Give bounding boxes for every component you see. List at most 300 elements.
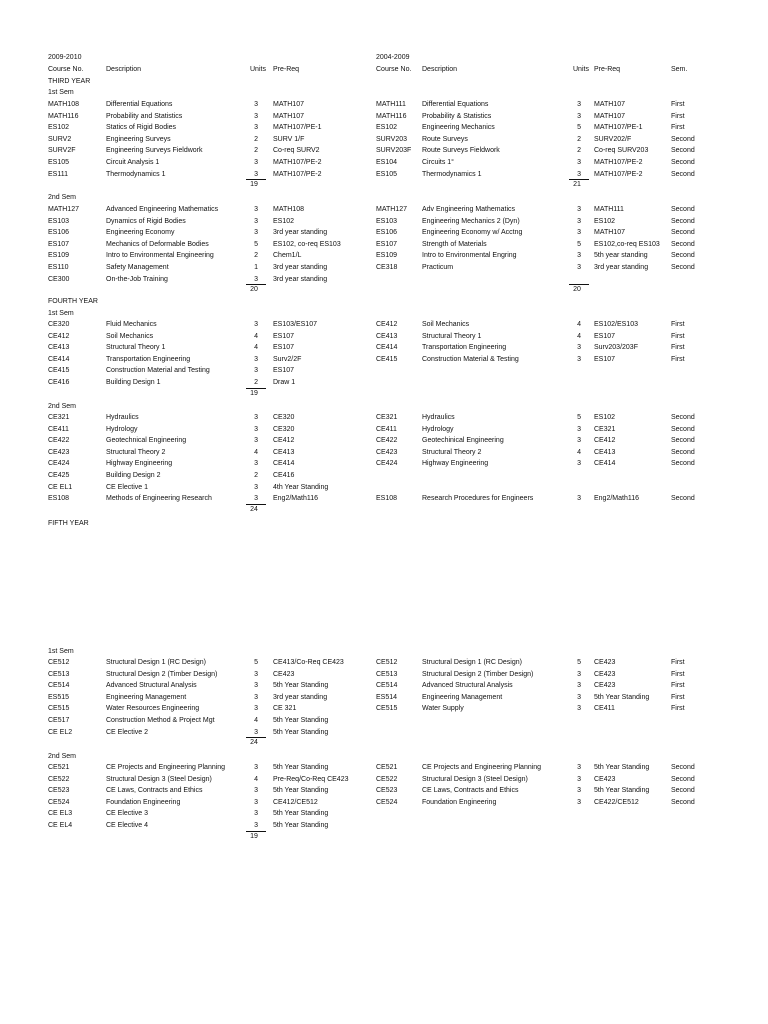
sem-label: 1st Sem bbox=[48, 310, 74, 317]
course-prereq: CE423 bbox=[594, 659, 616, 666]
course-code: CE EL3 bbox=[48, 810, 73, 818]
course-units: 3 bbox=[254, 764, 258, 771]
left-header-description: Description bbox=[106, 66, 142, 73]
course-units: 5 bbox=[577, 124, 581, 132]
course-prereq: CE320 bbox=[273, 414, 295, 421]
course-code: CE414 bbox=[376, 344, 398, 352]
course-prereq: CE412 bbox=[273, 437, 295, 445]
course-prereq: ES107 bbox=[594, 332, 616, 340]
right-header-course-no: Course No. bbox=[376, 66, 412, 73]
course-code: CE412 bbox=[376, 321, 398, 328]
course-semester: First bbox=[671, 112, 685, 120]
course-code: ES515 bbox=[48, 693, 70, 701]
course-units: 3 bbox=[254, 321, 258, 328]
course-description: Circuit Analysis 1 bbox=[106, 159, 160, 166]
course-code: CE411 bbox=[48, 425, 69, 433]
course-units: 3 bbox=[254, 810, 258, 818]
course-prereq: 4th Year Standing bbox=[273, 483, 329, 491]
course-prereq: ES102 bbox=[594, 217, 616, 225]
course-code: MATH127 bbox=[376, 206, 407, 213]
course-description: Highway Engineering bbox=[422, 460, 489, 468]
course-description: Engineering Mechanics 2 (Dyn) bbox=[422, 217, 520, 225]
course-units: 3 bbox=[254, 355, 258, 363]
course-description: CE Projects and Engineering Planning bbox=[106, 764, 226, 771]
course-units: 4 bbox=[254, 332, 258, 340]
course-code: CE EL4 bbox=[48, 822, 73, 829]
left-header-prereq: Pre-Req bbox=[273, 66, 300, 73]
course-units: 3 bbox=[577, 775, 581, 783]
course-code: ES102 bbox=[48, 124, 70, 132]
course-semester: First bbox=[671, 659, 685, 666]
course-description: Advanced Engineering Mathematics bbox=[106, 206, 219, 213]
course-units: 3 bbox=[577, 355, 581, 363]
course-prereq: CE416 bbox=[273, 472, 295, 479]
course-code: CE513 bbox=[376, 670, 398, 678]
course-description: Construction Material & Testing bbox=[422, 355, 519, 363]
course-prereq: 3rd year standing bbox=[273, 264, 328, 271]
course-units: 3 bbox=[577, 112, 581, 120]
course-prereq: MATH107/PE-2 bbox=[594, 170, 643, 178]
course-units: 3 bbox=[254, 159, 258, 166]
right-header-units: Units bbox=[573, 66, 589, 73]
course-units: 3 bbox=[254, 112, 258, 120]
course-units: 3 bbox=[254, 275, 258, 283]
course-prereq: MATH107/PE-2 bbox=[273, 170, 322, 178]
course-description: Structural Design 3 (Steel Design) bbox=[106, 775, 212, 783]
course-units: 3 bbox=[577, 764, 581, 771]
course-code: SURV203 bbox=[376, 135, 408, 143]
course-units: 3 bbox=[577, 344, 581, 352]
course-description: Structural Theory 2 bbox=[106, 448, 166, 456]
course-prereq: CE412/CE512 bbox=[273, 798, 318, 806]
course-units: 3 bbox=[254, 670, 258, 678]
course-description: Foundation Engineering bbox=[422, 798, 497, 806]
course-prereq: CE413 bbox=[273, 448, 295, 456]
course-description: CE Elective 2 bbox=[106, 728, 149, 736]
course-prereq: ES102 bbox=[594, 414, 616, 421]
course-units: 3 bbox=[577, 159, 581, 166]
course-description: Engineering Management bbox=[422, 693, 503, 701]
course-units: 3 bbox=[577, 229, 581, 237]
course-code: CE413 bbox=[48, 344, 70, 352]
course-prereq: 5th Year Standing bbox=[594, 787, 650, 795]
course-semester: Second bbox=[671, 448, 695, 456]
course-units: 2 bbox=[254, 147, 258, 155]
course-description: Advanced Structural Analysis bbox=[422, 682, 513, 690]
course-description: Probability and Statistics bbox=[106, 112, 183, 120]
course-prereq: 5th Year Standing bbox=[273, 764, 329, 771]
course-code: ES103 bbox=[48, 217, 70, 225]
course-prereq: 5th year standing bbox=[594, 252, 648, 260]
course-description: Safety Management bbox=[106, 264, 169, 271]
course-units: 3 bbox=[254, 682, 258, 690]
course-code: ES108 bbox=[376, 495, 398, 503]
course-units: 5 bbox=[577, 414, 581, 421]
course-prereq: ES102/ES103 bbox=[594, 321, 638, 328]
course-description: Transportation Engineering bbox=[422, 344, 507, 352]
course-code: CE414 bbox=[48, 355, 70, 363]
course-units: 4 bbox=[577, 448, 581, 456]
course-code: CE514 bbox=[48, 682, 70, 690]
course-description: CE Elective 1 bbox=[106, 483, 149, 491]
course-units: 4 bbox=[577, 332, 581, 340]
course-code: CE513 bbox=[48, 670, 70, 678]
course-description: CE Projects and Engineering Planning bbox=[422, 764, 542, 771]
course-prereq: CE413 bbox=[594, 448, 616, 456]
course-code: CE425 bbox=[48, 472, 70, 479]
course-description: Engineering Management bbox=[106, 693, 187, 701]
course-prereq: MATH107 bbox=[594, 229, 625, 237]
course-code: ES105 bbox=[48, 159, 70, 166]
course-description: Fluid Mechanics bbox=[106, 321, 157, 328]
course-prereq: SURV202/F bbox=[594, 135, 632, 143]
course-code: ES106 bbox=[48, 229, 70, 237]
course-code: CE415 bbox=[48, 367, 70, 375]
course-units: 3 bbox=[254, 170, 258, 178]
course-description: Building Design 2 bbox=[106, 472, 161, 479]
course-prereq: 5th Year Standing bbox=[273, 682, 329, 690]
course-prereq: CE423 bbox=[594, 775, 616, 783]
course-code: CE422 bbox=[376, 437, 398, 445]
course-prereq: Co-req SURV2 bbox=[273, 147, 320, 155]
course-code: MATH127 bbox=[48, 206, 79, 213]
course-prereq: 3rd year standing bbox=[594, 264, 649, 271]
course-units: 3 bbox=[254, 495, 258, 503]
course-semester: Second bbox=[671, 495, 695, 503]
course-prereq: CE321 bbox=[594, 425, 616, 433]
course-description: Statics of Rigid Bodies bbox=[106, 124, 177, 132]
course-code: ES110 bbox=[48, 264, 69, 271]
course-description: Water Supply bbox=[422, 705, 464, 713]
course-prereq: CE414 bbox=[273, 460, 295, 468]
sem-label: 2nd Sem bbox=[48, 753, 77, 760]
course-prereq: MATH107 bbox=[273, 112, 304, 120]
course-units: 3 bbox=[577, 252, 581, 260]
course-description: Foundation Engineering bbox=[106, 798, 181, 806]
course-code: ES107 bbox=[48, 240, 70, 248]
sem-label: 1st Sem bbox=[48, 648, 74, 655]
course-code: CE423 bbox=[48, 448, 70, 456]
course-prereq: SURV 1/F bbox=[273, 135, 305, 143]
course-units: 3 bbox=[254, 787, 258, 795]
course-units: 3 bbox=[577, 682, 581, 690]
course-code: CE411 bbox=[376, 425, 397, 433]
course-code: CE320 bbox=[48, 321, 70, 328]
left-year: 2009-2010 bbox=[48, 54, 82, 61]
course-prereq: ES102 bbox=[273, 217, 295, 225]
course-units: 3 bbox=[577, 787, 581, 795]
course-units: 3 bbox=[577, 705, 581, 713]
course-prereq: MATH108 bbox=[273, 206, 304, 213]
course-prereq: CE412 bbox=[594, 437, 616, 445]
course-code: CE514 bbox=[376, 682, 398, 690]
course-description: Water Resources Engineering bbox=[106, 705, 200, 713]
course-description: Advanced Structural Analysis bbox=[106, 682, 197, 690]
units-total: 24 bbox=[250, 739, 258, 747]
course-units: 3 bbox=[254, 217, 258, 225]
course-description: Geotechnical Engineering bbox=[106, 437, 187, 445]
course-description: Structural Design 1 (RC Design) bbox=[422, 659, 522, 666]
course-code: MATH108 bbox=[48, 101, 79, 108]
course-units: 3 bbox=[254, 460, 258, 468]
course-semester: First bbox=[671, 355, 685, 363]
course-description: Research Procedures for Engineers bbox=[422, 495, 534, 503]
course-description: Structural Design 3 (Steel Design) bbox=[422, 775, 528, 783]
course-code: ES109 bbox=[48, 252, 70, 260]
course-prereq: MATH107 bbox=[594, 112, 625, 120]
course-units: 3 bbox=[254, 822, 258, 829]
course-semester: First bbox=[671, 321, 685, 328]
course-semester: Second bbox=[671, 229, 695, 237]
course-units: 3 bbox=[577, 437, 581, 445]
course-code: CE523 bbox=[376, 787, 398, 795]
course-description: Structural Theory 1 bbox=[106, 344, 166, 352]
course-code: CE521 bbox=[376, 764, 398, 771]
course-description: Route Surveys bbox=[422, 135, 468, 143]
course-description: Thermodynamics 1 bbox=[422, 170, 482, 178]
course-semester: Second bbox=[671, 775, 695, 783]
course-code: CE422 bbox=[48, 437, 70, 445]
course-prereq: CE422/CE512 bbox=[594, 798, 639, 806]
course-prereq: 3rd year standing bbox=[273, 275, 328, 283]
course-code: CE424 bbox=[48, 460, 70, 468]
course-units: 3 bbox=[254, 437, 258, 445]
course-semester: First bbox=[671, 101, 685, 108]
course-description: Building Design 1 bbox=[106, 379, 161, 386]
course-description: Probability & Statistics bbox=[422, 112, 492, 120]
course-semester: First bbox=[671, 124, 685, 132]
course-prereq: CE423 bbox=[594, 670, 616, 678]
course-code: CE321 bbox=[48, 414, 70, 421]
units-total: 21 bbox=[573, 181, 581, 189]
course-code: CE515 bbox=[48, 705, 70, 713]
course-units: 3 bbox=[577, 264, 581, 271]
course-units: 2 bbox=[577, 135, 581, 143]
course-units: 3 bbox=[254, 414, 258, 421]
course-semester: Second bbox=[671, 787, 695, 795]
course-description: Intro to Environmental Engring bbox=[422, 252, 517, 260]
course-description: CE Laws, Contracts and Ethics bbox=[106, 787, 203, 795]
course-prereq: MATH107/PE-1 bbox=[273, 124, 322, 132]
course-units: 3 bbox=[254, 728, 258, 736]
units-total: 19 bbox=[250, 832, 258, 840]
course-description: Hydraulics bbox=[106, 414, 139, 421]
course-semester: First bbox=[671, 682, 685, 690]
course-description: Differential Equations bbox=[422, 101, 489, 108]
course-units: 3 bbox=[577, 670, 581, 678]
course-description: Construction Method & Project Mgt bbox=[106, 717, 215, 724]
course-units: 3 bbox=[254, 705, 258, 713]
sem-label: 1st Sem bbox=[48, 89, 74, 96]
course-units: 3 bbox=[577, 101, 581, 108]
course-prereq: MATH111 bbox=[594, 206, 624, 213]
course-code: SURV2F bbox=[48, 147, 76, 155]
course-units: 1 bbox=[254, 264, 258, 271]
course-semester: Second bbox=[671, 798, 695, 806]
course-units: 3 bbox=[577, 495, 581, 503]
fourth-year-label: FOURTH YEAR bbox=[48, 298, 98, 305]
course-prereq: Co-req SURV203 bbox=[594, 147, 649, 155]
course-code: CE517 bbox=[48, 717, 70, 724]
course-units: 3 bbox=[254, 425, 258, 433]
course-units: 5 bbox=[254, 659, 258, 666]
course-code: CE318 bbox=[376, 264, 398, 271]
course-description: Engineering Surveys Fieldwork bbox=[106, 147, 203, 155]
course-units: 3 bbox=[254, 367, 258, 375]
course-code: CE EL2 bbox=[48, 728, 73, 736]
course-prereq: 5th Year Standing bbox=[273, 728, 329, 736]
course-semester: First bbox=[671, 705, 685, 713]
course-prereq: CE 321 bbox=[273, 705, 297, 713]
right-year: 2004-2009 bbox=[376, 54, 410, 61]
course-description: Strength of Materials bbox=[422, 240, 487, 248]
sem-label: 2nd Sem bbox=[48, 194, 77, 201]
course-description: Dynamics of Rigid Bodies bbox=[106, 217, 186, 225]
course-prereq: ES107 bbox=[273, 332, 295, 340]
course-units: 2 bbox=[254, 135, 258, 143]
course-prereq: MATH107/PE-1 bbox=[594, 124, 643, 132]
units-total: 20 bbox=[250, 286, 258, 294]
course-units: 3 bbox=[254, 798, 258, 806]
course-prereq: CE411 bbox=[594, 705, 615, 713]
course-description: Adv Engineering Mathematics bbox=[422, 206, 515, 213]
course-units: 4 bbox=[577, 321, 581, 328]
course-description: Engineering Economy bbox=[106, 229, 175, 237]
course-prereq: CE320 bbox=[273, 425, 295, 433]
course-units: 3 bbox=[254, 229, 258, 237]
course-code: MATH116 bbox=[48, 112, 79, 120]
course-description: Soil Mechanics bbox=[106, 332, 154, 340]
course-units: 2 bbox=[254, 472, 258, 479]
course-description: Route Surveys Fieldwork bbox=[422, 147, 500, 155]
course-prereq: MATH107 bbox=[594, 101, 625, 108]
course-description: Engineering Mechanics bbox=[422, 124, 495, 132]
course-code: CE522 bbox=[48, 775, 70, 783]
course-semester: Second bbox=[671, 414, 695, 421]
course-code: CE512 bbox=[48, 659, 70, 666]
course-units: 3 bbox=[577, 425, 581, 433]
course-code: ES514 bbox=[376, 693, 398, 701]
course-description: Structural Theory 2 bbox=[422, 448, 482, 456]
course-code: ES103 bbox=[376, 217, 398, 225]
course-semester: First bbox=[671, 693, 685, 701]
course-units: 5 bbox=[577, 659, 581, 666]
course-prereq: ES107 bbox=[273, 344, 295, 352]
course-description: Mechanics of Deformable Bodies bbox=[106, 240, 209, 248]
course-description: Engineering Economy w/ Acctng bbox=[422, 229, 523, 237]
course-semester: Second bbox=[671, 764, 695, 771]
course-units: 2 bbox=[254, 379, 258, 386]
course-description: Transportation Engineering bbox=[106, 355, 191, 363]
course-description: Soil Mechanics bbox=[422, 321, 470, 328]
course-code: CE524 bbox=[48, 798, 70, 806]
course-code: ES107 bbox=[376, 240, 398, 248]
course-description: Structural Design 1 (RC Design) bbox=[106, 659, 206, 666]
course-prereq: 5th Year Standing bbox=[594, 693, 650, 701]
course-description: Highway Engineering bbox=[106, 460, 173, 468]
course-prereq: MATH107/PE-2 bbox=[273, 159, 322, 166]
course-code: ES105 bbox=[376, 170, 398, 178]
course-prereq: ES107 bbox=[594, 355, 616, 363]
course-code: MATH111 bbox=[376, 101, 406, 108]
course-prereq: ES107 bbox=[273, 367, 295, 375]
course-description: CE Elective 3 bbox=[106, 810, 149, 818]
course-description: Structural Design 2 (Timber Design) bbox=[106, 670, 218, 678]
course-description: Circuits 1° bbox=[422, 159, 454, 166]
course-description: Hydraulics bbox=[422, 414, 455, 421]
units-total: 19 bbox=[250, 181, 258, 189]
course-prereq: Eng2/Math116 bbox=[273, 495, 319, 503]
course-semester: First bbox=[671, 344, 685, 352]
course-code: CE512 bbox=[376, 659, 398, 666]
course-units: 3 bbox=[254, 483, 258, 491]
course-code: CE413 bbox=[376, 332, 398, 340]
course-units: 3 bbox=[577, 170, 581, 178]
course-units: 4 bbox=[254, 775, 258, 783]
course-prereq: Pre-Req/Co-Req CE423 bbox=[273, 775, 349, 783]
course-code: ES106 bbox=[376, 229, 398, 237]
course-semester: Second bbox=[671, 252, 695, 260]
course-prereq: 3rd year standing bbox=[273, 229, 328, 237]
course-prereq: MATH107/PE-2 bbox=[594, 159, 643, 166]
course-prereq: ES102, co-req ES103 bbox=[273, 240, 341, 248]
course-description: On-the-Job Training bbox=[106, 275, 168, 283]
course-prereq: Chem1/L bbox=[273, 252, 302, 260]
course-code: SURV2 bbox=[48, 135, 72, 143]
course-description: Methods of Engineering Research bbox=[106, 495, 212, 503]
course-prereq: Draw 1 bbox=[273, 379, 296, 386]
course-description: Intro to Environmental Engineering bbox=[106, 252, 214, 260]
third-year-label: THIRD YEAR bbox=[48, 78, 91, 85]
course-units: 3 bbox=[577, 217, 581, 225]
course-description: Hydrology bbox=[106, 425, 138, 433]
course-description: Thermodynamics 1 bbox=[106, 170, 166, 178]
course-prereq: 5th Year Standing bbox=[273, 717, 329, 724]
course-description: Practicum bbox=[422, 264, 454, 271]
course-semester: Second bbox=[671, 240, 695, 248]
course-units: 3 bbox=[577, 460, 581, 468]
course-prereq: 5th Year Standing bbox=[273, 810, 329, 818]
course-units: 4 bbox=[254, 344, 258, 352]
right-header-prereq: Pre-Req bbox=[594, 66, 621, 73]
course-description: Differential Equations bbox=[106, 101, 173, 108]
course-units: 3 bbox=[254, 693, 258, 701]
course-units: 2 bbox=[254, 252, 258, 260]
course-semester: Second bbox=[671, 135, 695, 143]
course-prereq: CE423 bbox=[273, 670, 295, 678]
course-units: 5 bbox=[254, 240, 258, 248]
course-prereq: ES102,co-req ES103 bbox=[594, 240, 660, 248]
course-semester: Second bbox=[671, 159, 695, 166]
course-description: Structural Theory 1 bbox=[422, 332, 482, 340]
course-code: CE423 bbox=[376, 448, 398, 456]
course-semester: Second bbox=[671, 217, 695, 225]
course-semester: Second bbox=[671, 147, 695, 155]
sem-label: 2nd Sem bbox=[48, 403, 77, 410]
course-semester: Second bbox=[671, 425, 695, 433]
course-code: ES102 bbox=[376, 124, 398, 132]
course-code: ES111 bbox=[48, 170, 68, 178]
course-units: 3 bbox=[577, 206, 581, 213]
course-semester: Second bbox=[671, 437, 695, 445]
course-code: CE521 bbox=[48, 764, 70, 771]
course-description: CE Elective 4 bbox=[106, 822, 149, 829]
units-total: 19 bbox=[250, 389, 258, 397]
course-description: Hydrology bbox=[422, 425, 454, 433]
course-prereq: Surv2/2F bbox=[273, 355, 302, 363]
course-prereq: CE423 bbox=[594, 682, 616, 690]
course-prereq: 5th Year Standing bbox=[273, 787, 329, 795]
